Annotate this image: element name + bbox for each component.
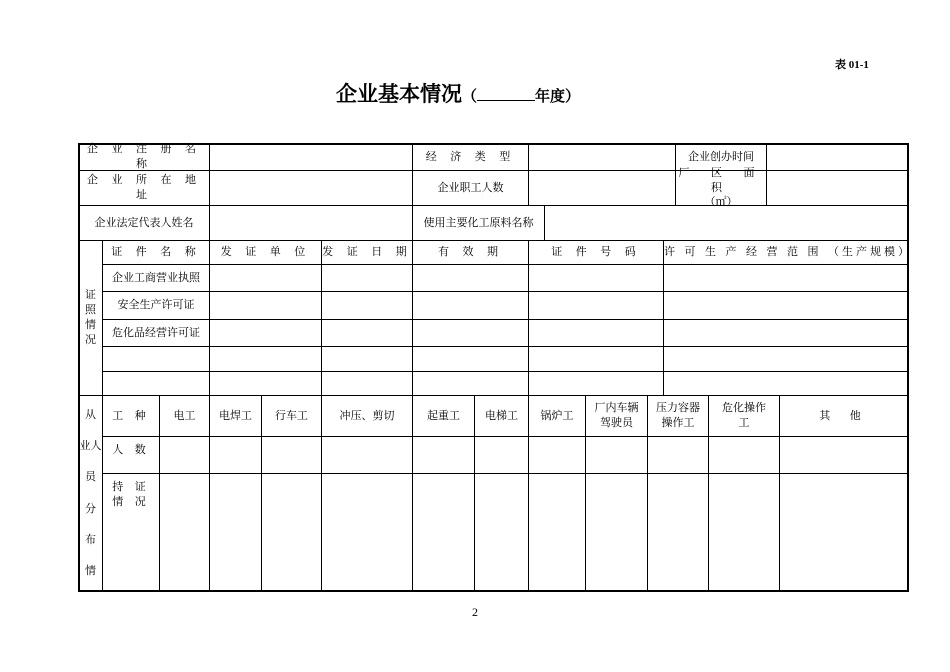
cert-cell[interactable]	[321, 264, 413, 292]
worker-count-cell[interactable]	[647, 436, 709, 474]
worker-section-char: 员	[85, 470, 96, 484]
worker-count-cell[interactable]	[209, 436, 262, 474]
worker-section-char: 分	[85, 501, 96, 515]
cert-cell[interactable]	[663, 291, 909, 320]
founded-field[interactable]	[766, 143, 909, 171]
worker-count-cell[interactable]	[321, 436, 413, 474]
address-label: 企 业 所 在 地 址	[78, 170, 210, 206]
worker-type: 冲压、剪切	[321, 395, 413, 437]
worker-count-label: 人 数	[102, 436, 160, 474]
cert-cell[interactable]	[528, 264, 664, 292]
worker-section-char: 从	[85, 408, 96, 422]
legal-rep-field[interactable]	[209, 205, 413, 241]
worker-type: 电梯工	[474, 395, 529, 437]
worker-count-cell[interactable]	[585, 436, 648, 474]
cert-cell[interactable]	[321, 346, 413, 372]
cert-section-char: 况	[85, 332, 96, 346]
address-field[interactable]	[209, 170, 413, 206]
cert-cell[interactable]	[209, 264, 322, 292]
cert-row-name: 安全生产许可证	[102, 291, 210, 320]
cert-cell[interactable]	[412, 346, 529, 372]
page-number: 2	[472, 605, 478, 619]
worker-section-char: 业人	[79, 439, 102, 453]
worker-section-char: 情	[85, 563, 96, 577]
worker-section-char: 布	[85, 532, 96, 546]
area-label	[675, 165, 767, 209]
staff-field[interactable]	[528, 170, 676, 206]
worker-count-cell[interactable]	[474, 436, 529, 474]
cert-row-name: 危化品经营许可证	[102, 319, 210, 347]
cert-cell[interactable]	[663, 346, 909, 372]
worker-type: 电焊工	[209, 395, 262, 437]
cert-header-scope: 许 可 生 产 经 营 范 围 （生产规模）	[663, 240, 909, 265]
worker-cert-cell[interactable]	[779, 473, 909, 592]
cert-cell[interactable]	[321, 291, 413, 320]
worker-cert-cell[interactable]	[585, 473, 648, 592]
cert-cell[interactable]	[209, 371, 322, 396]
worker-count-cell[interactable]	[528, 436, 586, 474]
cert-cell[interactable]	[321, 371, 413, 396]
area-label-line2: （㎡）	[704, 195, 738, 209]
cert-cell[interactable]	[663, 319, 909, 347]
year-blank[interactable]	[477, 88, 535, 101]
worker-type: 压力容器 操作工	[647, 395, 709, 437]
area-field[interactable]	[766, 170, 909, 206]
legal-rep-label: 企业法定代表人姓名	[78, 205, 210, 241]
worker-cert-cell[interactable]	[159, 473, 210, 592]
worker-type: 电工	[159, 395, 210, 437]
worker-section-label	[78, 395, 103, 592]
cert-row-name: 企业工商营业执照	[102, 264, 210, 292]
materials-label: 使用主要化工原料名称	[412, 205, 545, 241]
cert-header-name: 证 件 名 称	[102, 240, 210, 265]
materials-field[interactable]	[544, 205, 909, 241]
cert-row-name[interactable]	[102, 346, 210, 372]
cert-header-number: 证 件 号 码	[528, 240, 664, 265]
cert-section-char: 情	[85, 318, 96, 331]
form-number: 表 01-1	[835, 59, 869, 71]
worker-cert-label: 持 证 情 况	[102, 473, 160, 592]
worker-cert-cell[interactable]	[321, 473, 413, 592]
worker-type: 锅炉工	[528, 395, 586, 437]
worker-count-cell[interactable]	[779, 436, 909, 474]
worker-count-cell[interactable]	[159, 436, 210, 474]
worker-cert-cell[interactable]	[474, 473, 529, 592]
worker-cert-cell[interactable]	[708, 473, 780, 592]
econ-type-label: 经 济 类 型	[412, 143, 529, 171]
cert-cell[interactable]	[321, 319, 413, 347]
cert-header-issuer: 发 证 单 位	[209, 240, 322, 265]
worker-type: 行车工	[261, 395, 322, 437]
title-paren-open: （	[462, 87, 478, 105]
cert-cell[interactable]	[412, 371, 529, 396]
cert-cell[interactable]	[412, 319, 529, 347]
cert-cell[interactable]	[412, 264, 529, 292]
worker-count-cell[interactable]	[412, 436, 475, 474]
cert-cell[interactable]	[209, 346, 322, 372]
worker-type: 危化操作 工	[708, 395, 780, 437]
cert-cell[interactable]	[663, 371, 909, 396]
cert-cell[interactable]	[209, 319, 322, 347]
cert-header-validity: 有 效 期	[412, 240, 529, 265]
cert-section-char: 照	[85, 303, 96, 317]
cert-cell[interactable]	[412, 291, 529, 320]
cert-header-date: 发 证 日 期	[321, 240, 413, 265]
title-main: 企业基本情况	[336, 82, 462, 106]
area-label-line1: 厂 区 面 积	[678, 165, 764, 194]
worker-type-label: 工 种	[102, 395, 160, 437]
econ-type-field[interactable]	[528, 143, 676, 171]
founded-label: 企业创办时间	[675, 143, 767, 171]
reg-name-label: 企 业 注 册 名 称	[78, 143, 210, 171]
worker-type: 起重工	[412, 395, 475, 437]
cert-section-char: 证	[85, 288, 96, 302]
worker-type: 厂内车辆 驾驶员	[585, 395, 648, 437]
worker-cert-cell[interactable]	[209, 473, 262, 592]
cert-cell[interactable]	[663, 264, 909, 292]
cert-cell[interactable]	[528, 371, 664, 396]
staff-label: 企业职工人数	[412, 170, 529, 206]
cert-cell[interactable]	[209, 291, 322, 320]
worker-type: 其 他	[779, 395, 909, 437]
cert-cell[interactable]	[528, 346, 664, 372]
worker-count-cell[interactable]	[708, 436, 780, 474]
worker-cert-cell[interactable]	[647, 473, 709, 592]
cert-section-label	[78, 240, 103, 396]
reg-name-field[interactable]	[209, 143, 413, 171]
worker-cert-cell[interactable]	[412, 473, 475, 592]
cert-cell[interactable]	[528, 319, 664, 347]
worker-count-cell[interactable]	[261, 436, 322, 474]
cert-cell[interactable]	[528, 291, 664, 320]
worker-cert-cell[interactable]	[261, 473, 322, 592]
worker-cert-cell[interactable]	[528, 473, 586, 592]
title-year: 年度）	[535, 87, 581, 105]
cert-row-name[interactable]	[102, 371, 210, 396]
page-title	[336, 78, 580, 108]
